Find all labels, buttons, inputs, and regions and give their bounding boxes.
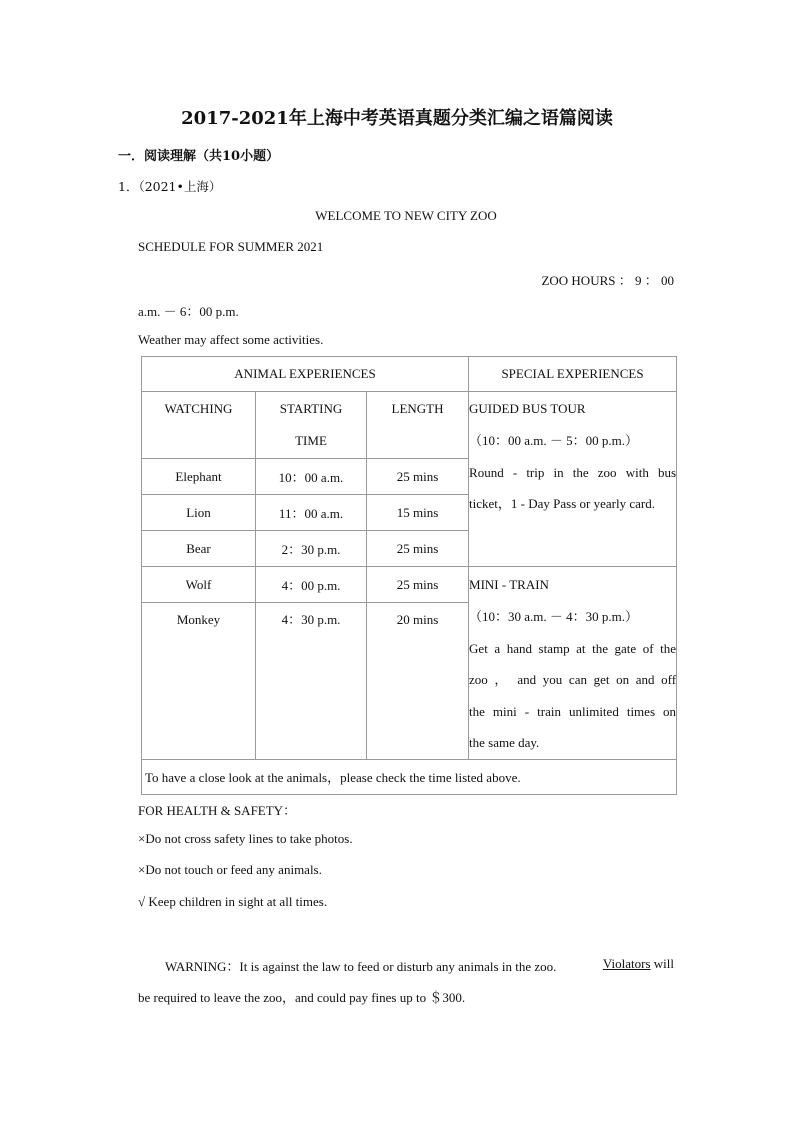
rule-keep-children: √ Keep children in sight at all times. — [138, 894, 328, 909]
header-special-experiences: SPECIAL EXPERIENCES — [469, 357, 677, 392]
header-animal-experiences: ANIMAL EXPERIENCES — [142, 357, 469, 392]
time-elephant: 10：00 a.m. — [256, 459, 367, 495]
time-lion: 11：00 a.m. — [256, 495, 367, 531]
col-starting-label: STARTING — [279, 401, 343, 416]
page-title: 2017-2021年上海中考英语真题分类汇编之语篇阅读 — [181, 108, 613, 129]
rule-no-touch-feed: ×Do not touch or feed any animals. — [138, 862, 322, 877]
mini-train-desc-line3: the mini - train unlimited times on — [469, 703, 677, 719]
col-starting-time — [256, 392, 367, 459]
col-length: LENGTH — [367, 392, 469, 459]
table-footer-note: To have a close look at the animals，please check the time listed above. — [142, 759, 677, 794]
length-elephant: 25 mins — [367, 459, 469, 495]
mini-train-desc-line2: zoo ， and you can get on and off — [469, 672, 677, 687]
mini-train-name: MINI - TRAIN — [469, 577, 549, 592]
length-monkey: 20 mins — [367, 603, 469, 759]
zoo-hours-line2: a.m. － 6：00 p.m. — [138, 304, 239, 319]
mini-train-cell — [469, 567, 677, 760]
time-wolf: 4：00 p.m. — [256, 567, 367, 603]
animal-bear: Bear — [142, 531, 256, 567]
time-bear: 2：30 p.m. — [256, 531, 367, 567]
animal-elephant: Elephant — [142, 459, 256, 495]
col-time-label: TIME — [295, 433, 327, 448]
question-number: 1．（2021•上海） — [118, 179, 222, 194]
animal-wolf: Wolf — [142, 567, 256, 603]
rule-no-cross-lines: ×Do not cross safety lines to take photos. — [138, 831, 353, 846]
bus-tour-desc-line2: ticket，1 - Day Pass or yearly card. — [469, 496, 655, 511]
weather-note: Weather may affect some activities. — [138, 332, 324, 347]
section-heading: 一．阅读理解（共10小题） — [118, 149, 280, 164]
bus-tour-name: GUIDED BUS TOUR — [469, 401, 586, 416]
length-wolf: 25 mins — [367, 567, 469, 603]
mini-train-desc-line4: the same day. — [469, 735, 540, 750]
guided-bus-tour-cell — [469, 392, 677, 567]
bus-tour-desc-line1: Round - trip in the zoo with bus — [469, 464, 677, 480]
warning-will: will — [653, 956, 674, 971]
warning-text: WARNING：It is against the law to feed or disturb any animals in the zoo. — [165, 959, 557, 974]
animal-monkey: Monkey — [142, 603, 256, 759]
length-lion: 15 mins — [367, 495, 469, 531]
animal-lion: Lion — [142, 495, 256, 531]
schedule-table — [141, 356, 677, 795]
warning-tail — [603, 956, 674, 975]
schedule-line: SCHEDULE FOR SUMMER 2021 — [138, 239, 324, 254]
mini-train-desc-line1: Get a hand stamp at the gate of the — [469, 640, 677, 656]
violators-word: Violators — [602, 956, 651, 971]
length-bear: 25 mins — [367, 531, 469, 567]
time-monkey: 4：30 p.m. — [256, 603, 367, 759]
warning-line1 — [165, 956, 674, 975]
col-watching: WATCHING — [142, 392, 256, 459]
zoo-hours-line1: ZOO HOURS ： 9 ： 00 — [541, 273, 674, 288]
bus-tour-time: （10：00 a.m. － 5：00 p.m.） — [469, 433, 639, 448]
zoo-welcome-heading: WELCOME TO NEW CITY ZOO — [315, 208, 497, 223]
mini-train-time: （10：30 a.m. － 4：30 p.m.） — [469, 609, 639, 624]
health-safety-title: FOR HEALTH & SAFETY： — [138, 803, 297, 818]
warning-line2: be required to leave the zoo，and could pay fines up to ＄300. — [138, 990, 466, 1005]
